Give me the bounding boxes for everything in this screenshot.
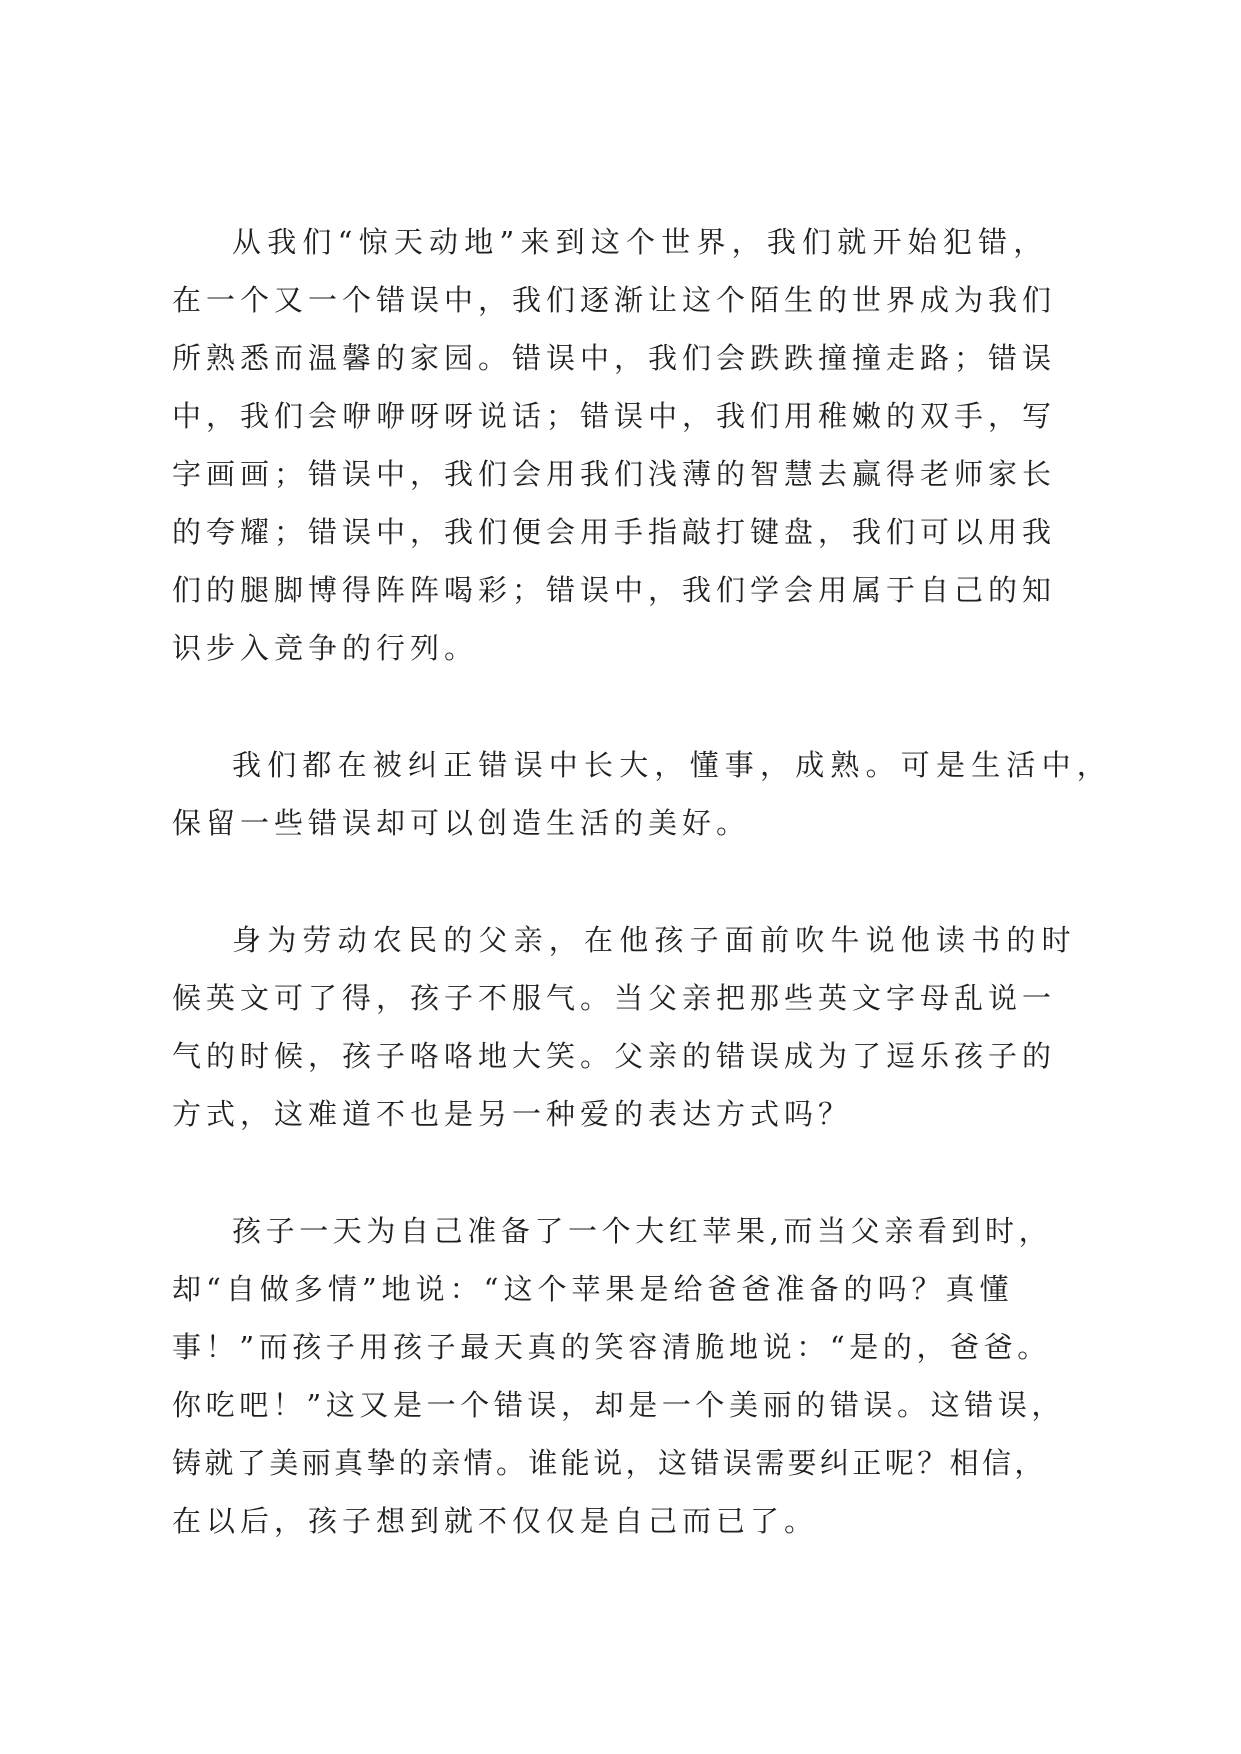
paragraph-2-line-1: 我们都在被纠正错误中长大，懂事，成熟。可是生活中，: [232, 748, 1113, 782]
paragraph-1-line-8: 识步入竞争的行列。: [172, 631, 479, 665]
paragraph-1-line-7: 们的腿脚博得阵阵喝彩；错误中，我们学会用属于自己的知: [172, 573, 1057, 607]
paragraph-4-line-6: 在以后，孩子想到就不仅仅是自己而已了。: [172, 1504, 819, 1538]
paragraph-4-line-4: 你吃吧！”这又是一个错误，却是一个美丽的错误。这错误，: [172, 1388, 1066, 1422]
paragraph-3-line-1: 身为劳动农民的父亲，在他孩子面前吹牛说他读书的时: [232, 923, 1077, 957]
paragraph-3-line-4: 方式，这难道不也是另一种爱的表达方式吗？: [172, 1097, 853, 1131]
paragraph-3-line-2: 候英文可了得，孩子不服气。当父亲把那些英文字母乱说一: [172, 981, 1057, 1015]
paragraph-1-line-4: 中，我们会咿咿呀呀说话；错误中，我们用稚嫩的双手，写: [172, 399, 1057, 433]
paragraph-4-line-5: 铸就了美丽真挚的亲情。谁能说，这错误需要纠正呢？相信，: [172, 1446, 1047, 1480]
paragraph-4-line-1: 孩子一天为自己准备了一个大红苹果,而当父亲看到时，: [232, 1214, 1053, 1248]
paragraph-1-line-5: 字画画；错误中，我们会用我们浅薄的智慧去赢得老师家长: [172, 457, 1057, 491]
paragraph-1-line-2: 在一个又一个错误中，我们逐渐让这个陌生的世界成为我们: [172, 283, 1057, 317]
paragraph-3-line-3: 气的时候，孩子咯咯地大笑。父亲的错误成为了逗乐孩子的: [172, 1039, 1057, 1073]
paragraph-2-line-2: 保留一些错误却可以创造生活的美好。: [172, 806, 751, 840]
paragraph-1-line-1: 从我们“惊天动地”来到这个世界，我们就开始犯错，: [232, 225, 1049, 259]
paragraph-1-line-3: 所熟悉而温馨的家园。错误中，我们会跌跌撞撞走路；错误: [172, 341, 1057, 375]
paragraph-1-line-6: 的夸耀；错误中，我们便会用手指敲打键盘，我们可以用我: [172, 515, 1057, 549]
paragraph-4-line-2: 却“自做多情”地说：“这个苹果是给爸爸准备的吗？真懂: [172, 1272, 1014, 1306]
paragraph-4-line-3: 事！”而孩子用孩子最天真的笑容清脆地说：“是的，爸爸。: [172, 1330, 1051, 1364]
